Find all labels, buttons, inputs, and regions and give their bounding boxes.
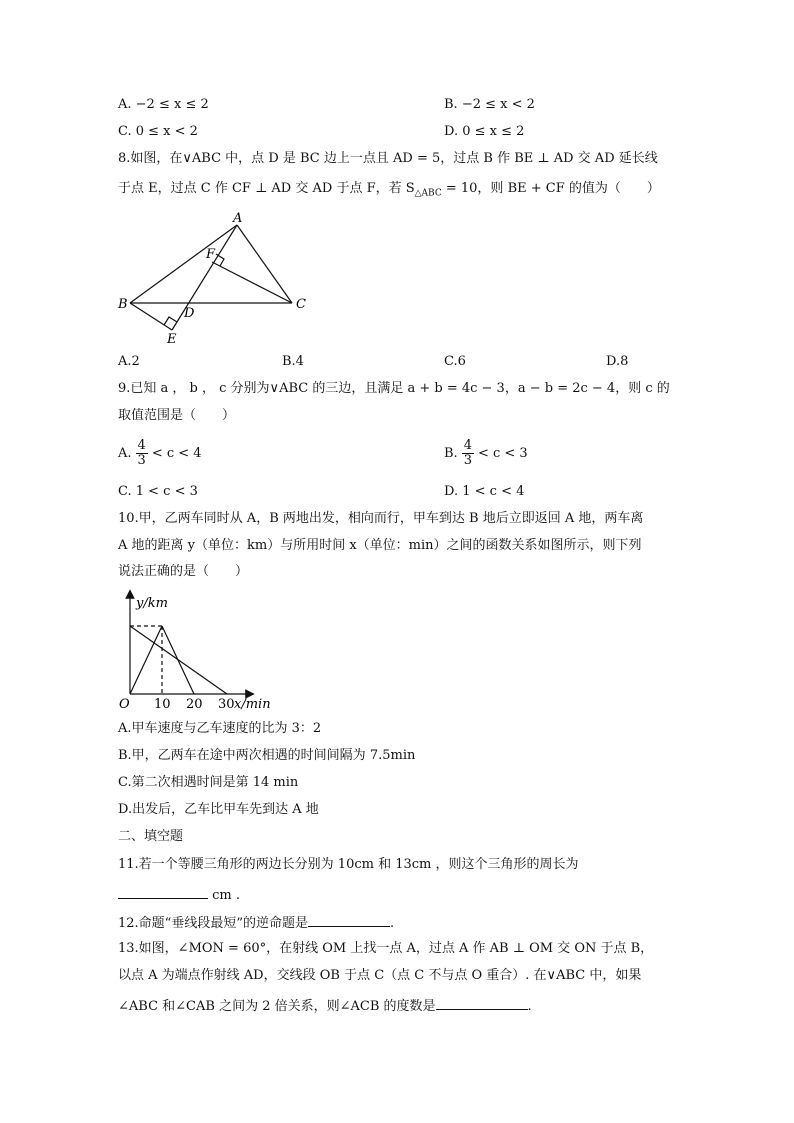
q10-stem-line1: 10.甲，乙两车同时从 A，B 两地出发，相向而行，甲车到达 B 地后立即返回 A 地，两车离 <box>118 511 644 526</box>
q10-y-axis-label: y/km <box>136 596 168 611</box>
q9-option-b <box>444 438 528 470</box>
q9-option-b-denominator: 3 <box>463 453 472 468</box>
q13-period: . <box>527 999 532 1014</box>
q11-stem-line2 <box>118 884 240 905</box>
q8-label-b: B <box>118 297 128 312</box>
q11-stem-line1: 11.若一个等腰三角形的两边长分别为 10cm 和 13cm ，则这个三角形的周长为 <box>118 857 579 872</box>
q11-answer-blank[interactable] <box>118 884 208 899</box>
q10-stem-line2: A 地的距离 y（单位：km）与所用时间 x（单位：min）之间的函数关系如图所示，则下列 <box>118 538 642 553</box>
q12-text: 12.命题“垂线段最短”的逆命题是 <box>118 916 308 931</box>
q8-label-c: C <box>296 297 306 312</box>
q9-option-b-numerator: 4 <box>463 438 472 453</box>
q10-tick-10: 10 <box>154 697 171 712</box>
q10-option-c: C.第二次相遇时间是第 14 min <box>118 775 299 790</box>
q10-stem-line3: 说法正确的是（ ） <box>118 564 249 579</box>
q13-text: ∠ABC 和∠CAB 之间为 2 倍关系，则∠ACB 的度数是 <box>118 999 436 1014</box>
q7-option-d: D. 0 ≤ x ≤ 2 <box>444 124 525 139</box>
q8-triangle-figure <box>112 205 322 345</box>
q10-x-axis-label: x/min <box>234 697 271 712</box>
q9-option-a <box>118 438 202 470</box>
q10-tick-20: 20 <box>186 697 203 712</box>
q10-tick-30: 30 <box>218 697 235 712</box>
q9-option-a-rest: < c < 4 <box>151 446 202 461</box>
q8-label-e: E <box>167 332 177 345</box>
q8-stem-line2a: 于点 E，过点 C 作 CF ⊥ AD 交 AD 于点 F，若 S <box>118 181 415 196</box>
q9-option-d: D. 1 < c < 4 <box>444 484 525 499</box>
q12-period: . <box>389 916 395 931</box>
q12-stem <box>118 912 394 933</box>
q10-origin-label: O <box>119 697 130 712</box>
q13-answer-blank[interactable] <box>436 995 528 1010</box>
q12-answer-blank[interactable] <box>308 912 390 927</box>
q13-stem-line3 <box>118 995 532 1016</box>
q11-unit: cm . <box>212 888 241 903</box>
q8-option-d: D.8 <box>606 354 629 369</box>
q13-stem-line2: 以点 A 为端点作射线 AD，交线段 OB 于点 C（点 C 不与点 O 重合）. 在∨ABC 中，如果 <box>118 968 642 983</box>
q8-label-a: A <box>233 211 243 226</box>
q9-option-c: C. 1 < c < 3 <box>118 484 198 499</box>
q8-option-a: A.2 <box>118 354 140 369</box>
q10-distance-time-graph <box>112 588 282 713</box>
q9-stem-line2: 取值范围是（ ） <box>118 408 236 423</box>
q7-option-c: C. 0 ≤ x < 2 <box>118 124 198 139</box>
q7-option-a: A. −2 ≤ x ≤ 2 <box>118 97 209 112</box>
q9-option-b-prefix: B. <box>444 446 458 461</box>
q13-stem-line1: 13.如图，∠MON = 60°，在射线 OM 上找一点 A，过点 A 作 AB ⊥ OM 交 ON 于点 B， <box>118 941 654 956</box>
q9-stem-line1: 9.已知 a ， b ， c 分别为∨ABC 的三边，且满足 a + b = 4c − 3，a − b = 2c − 4，则 c 的 <box>118 381 670 396</box>
q9-option-a-numerator: 4 <box>137 438 146 453</box>
q8-stem-line1: 8.如图，在∨ABC 中，点 D 是 BC 边上一点且 AD = 5，过点 B 作 BE ⊥ AD 交 AD 延长线 <box>118 151 658 166</box>
q7-option-b: B. −2 ≤ x < 2 <box>444 97 535 112</box>
q8-label-d: D <box>184 306 195 321</box>
section-heading: 二、填空题 <box>118 829 184 844</box>
q10-option-a: A.甲车速度与乙车速度的比为 3：2 <box>118 721 322 736</box>
q8-stem-line2b: = 10，则 BE + CF 的值为（ ） <box>441 181 660 196</box>
q10-option-d: D.出发后，乙车比甲车先到达 A 地 <box>118 802 319 817</box>
q9-option-a-fraction <box>136 439 148 468</box>
q8-label-f: F <box>206 247 216 262</box>
q8-option-b: B.4 <box>282 354 304 369</box>
q8-stem-line2 <box>118 180 660 203</box>
q10-option-b: B.甲，乙两车在途中两次相遇的时间间隔为 7.5min <box>118 748 416 763</box>
q9-option-a-prefix: A. <box>118 446 132 461</box>
q8-option-c: C.6 <box>444 354 466 369</box>
q9-option-a-denominator: 3 <box>137 453 146 468</box>
q9-option-b-rest: < c < 3 <box>477 446 528 461</box>
q9-option-b-fraction <box>462 439 474 468</box>
q8-area-subscript: △ABC <box>414 188 442 199</box>
